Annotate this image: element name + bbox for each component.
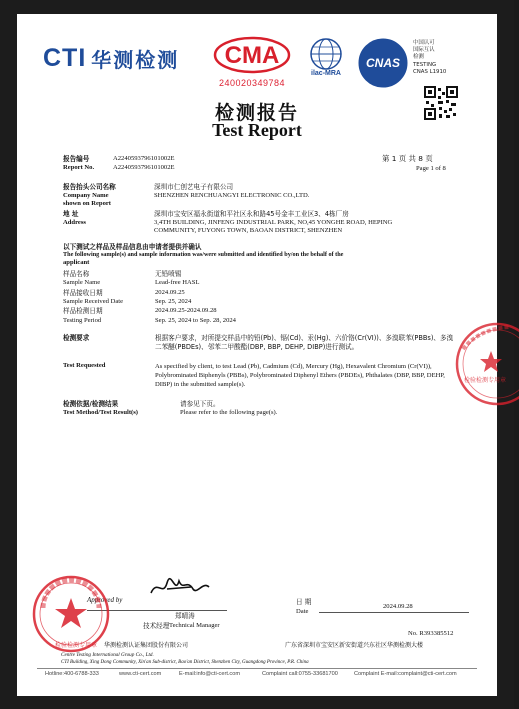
cti-company-name-en: Centre Testing International Group Co., Ltd. [61, 652, 154, 658]
test-method-value-en: Please refer to the following page(s). [180, 409, 278, 416]
stamp-right-label: 检验检测专用章 [464, 377, 507, 384]
sample-received-label-cn: 样品接收日期 [63, 289, 103, 297]
report-serial-no: No. R393385512 [408, 630, 454, 637]
address-cn: 深圳市宝安区福永街道和平社区永和路45号金丰工业区3、4栋厂房 [154, 210, 349, 218]
date-value: 2024.09.28 [383, 603, 413, 610]
testing-period-value: 2024.09.25-2024.09.28 [155, 307, 217, 314]
sample-intro-en-2: applicant [63, 259, 90, 266]
date-line [319, 612, 469, 613]
address-label-cn: 地 址 [63, 210, 79, 218]
approved-by-label: Approved by [87, 596, 123, 604]
cti-company-name-cn: 华测检测认证集团股份有限公司 [104, 642, 189, 649]
testing-period-label-cn: 样品检测日期 [63, 307, 103, 315]
cti-company-address-cn: 广东省深圳市宝安区新安街道兴东社区华测检测大楼 [285, 642, 424, 649]
company-name-label-cn: 报告抬头公司名称 [63, 183, 116, 191]
cnas-label: CNAS [365, 56, 400, 70]
signature-icon [147, 575, 217, 601]
cnas-accreditation-text [413, 40, 446, 76]
sample-name-value-cn: 无铅喷锡 [155, 270, 182, 278]
sample-intro-en: The following sample(s) and sample information was/were submitted and identified by/on the behalf of the [63, 251, 344, 258]
footer-divider [37, 668, 477, 669]
sample-name-label-en: Sample Name [63, 279, 101, 286]
footer-hotline: Hotline:400-6788-333 [45, 671, 99, 677]
company-name-en: SHENZHEN RENCHUANGYI ELECTRONIC CO.,LTD. [154, 192, 310, 199]
company-name-label-en-2: shown on Report [63, 200, 111, 207]
svg-text:CMA: CMA [224, 42, 280, 69]
sample-name-value-en: Lead-free HASL [155, 279, 200, 286]
sample-received-label-en: Sample Received Date [63, 298, 124, 305]
test-request-label-cn: 检测要求 [63, 334, 90, 342]
testing-period-value: Sep. 25, 2024 to Sep. 28, 2024 [155, 317, 236, 324]
address-label-en: Address [63, 219, 86, 226]
company-name-label-en: Company Name [63, 192, 109, 199]
ilac-label: ilac-MRA [311, 70, 341, 77]
title-cn: 检测报告 [214, 102, 299, 124]
signer-title-cn: 技术经理 [143, 622, 170, 630]
cti-logo-cn: 华测检测 [91, 48, 180, 72]
title-en: Test Report [212, 120, 302, 140]
footer-complaint-email: Complaint E-mail:complaint@cti-cert.com [354, 671, 457, 677]
signer-title-en: Technical Manager [169, 622, 220, 629]
page-number-cn: 第 1 页 共 8 页 [382, 154, 433, 163]
date-label-en: Date [296, 608, 309, 615]
stamp-left-label: 检验检测专用章 [55, 642, 98, 649]
date-label-cn: 日 期 [296, 598, 312, 606]
sample-received-value: Sep. 25, 2024 [155, 298, 192, 305]
signer-name: 郑晴涛 [175, 612, 195, 620]
sample-name-label-cn: 样品名称 [63, 270, 90, 278]
cnas-info-line: 国际互认 [413, 47, 435, 54]
cnas-info-line: 中国认可 [413, 40, 435, 46]
test-request-label-en: Test Requested [63, 362, 106, 369]
report-no-value: A2240593796101002E [113, 155, 175, 162]
sample-intro-cn: 以下测试之样品及样品信息由申请者提供并确认 [63, 243, 202, 251]
address-en: COMMUNITY, FUYONG TOWN, BAOAN DISTRICT, SHENZHEN [154, 227, 343, 234]
footer-email: E-mail:info@cti-cert.com [179, 671, 241, 677]
cnas-info-line: CNAS L1910 [413, 68, 447, 75]
cma-icon [213, 36, 291, 74]
test-request-text-en: As specified by client, to test Lead (Pb), Cadmium (Cd), Mercury (Hg), Hexavalent Chromium (Cr(VI)), Polybrominated Biphenyls (PBBs), Polybrominated Diphenyl Ethers (PBDEs), Phthalates (DBP, BBP, DEHP, DIBP) in the submitted sample(s). [155, 363, 445, 388]
test-method-value-cn: 请参见下页。 [180, 400, 220, 408]
page-number-en: Page 1 of 8 [416, 165, 446, 172]
report-no-value: A2240593796101002E [113, 164, 175, 171]
report-no-label-cn: 报告编号 [63, 155, 90, 163]
inspection-stamp-right [449, 319, 519, 409]
cti-logo-text: CTI [43, 44, 87, 72]
cnas-info-line: TESTING [413, 61, 437, 68]
address-en: 3,4TH BUILDING, JINFENG INDUSTRIAL PARK, NO,45 YONGHE ROAD, HEPING [154, 219, 393, 226]
footer-complaint-call: Complaint call:0755-33681700 [262, 671, 338, 677]
footer-website: www.cti-cert.com [119, 671, 162, 677]
testing-period-label-en: Testing Period [63, 317, 102, 324]
test-method-label-en: Test Method/Test Result(s) [63, 409, 138, 416]
cti-company-address-en: CTI Building, Xing Dong Community, Xin'an Sub-district, Bao'an District, Shenzhen City, Guangdong Province, P.R. China [61, 660, 309, 665]
cnas-info-line: 检测 [413, 54, 424, 61]
report-page [17, 14, 507, 696]
company-name-cn: 深圳市仁创艺电子有限公司 [154, 183, 234, 191]
sample-received-value: 2024.09.25 [155, 289, 185, 296]
test-method-label-cn: 检测依据/检测结果 [63, 400, 119, 408]
ilac-mra-icon [299, 36, 353, 90]
cma-number: 240020349784 [218, 78, 286, 88]
cti-logo [43, 44, 179, 73]
report-no-label-en: Report No. [63, 164, 95, 171]
test-request-text-cn: 根据客户要求，对所提交样品中的铅(Pb)、镉(Cd)、汞(Hg)、六价铬(Cr(VI))、多溴联苯(PBBs)、多溴二苯醚(PBDEs)、邻苯二甲酸酯(DBP, BBP, DEHP, DIBP)进行测试。 [155, 334, 454, 351]
cma-logo [213, 36, 291, 88]
